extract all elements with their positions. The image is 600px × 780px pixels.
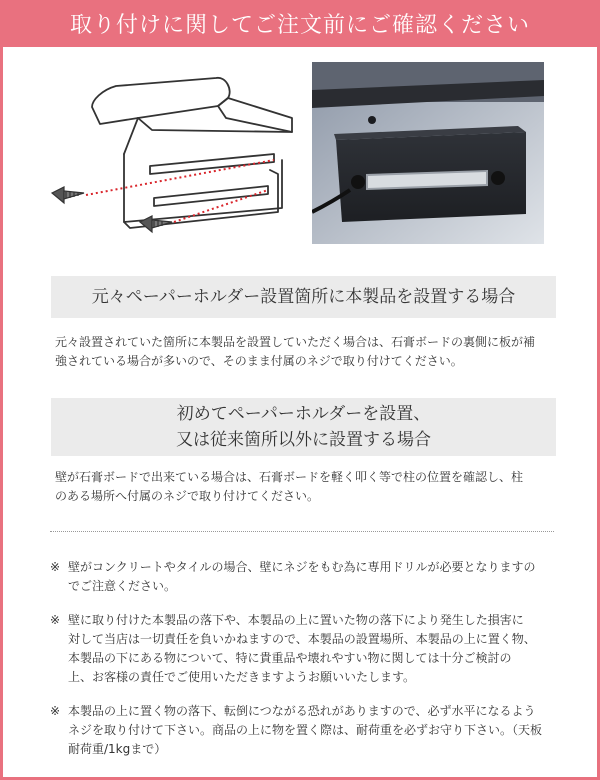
note-1-line-1: 壁がコンクリートやタイルの場合、壁にネジをもむ為に専用ドリルが必要となりますの [68, 560, 536, 574]
back-rail [150, 154, 274, 174]
note-2-line-1: 壁に取り付けた本製品の落下や、本製品の上に置いた物の落下により発生した損害に [68, 613, 524, 627]
screw-guide-line-1 [86, 160, 274, 195]
section-2-heading [51, 398, 556, 456]
note-1-line-2: でご注意ください。 [68, 579, 177, 593]
section-1-heading [51, 276, 556, 318]
header-title: 取り付けに関してご注文前にご確認ください [69, 13, 530, 38]
dotted-divider [50, 531, 554, 532]
screw-left [52, 187, 84, 203]
note-2-line-3: 本製品の下にある物について、特に貴重品や壊れやすい物に関しては十分ご検討の [68, 651, 512, 665]
section-2-heading-line-2: 又は従来箇所以外に設置する場合 [176, 430, 431, 450]
shelf-top [92, 78, 230, 124]
section-1-body-line-2: 強されている場合が多いので、そのまま付属のネジで取り付けてください。 [55, 354, 463, 368]
note-1-mark: ※ [50, 560, 61, 574]
section-1-body-line-1: 元々設置されていた箇所に本製品を設置していただく場合は、石膏ボードの裏側に板が補 [55, 335, 536, 349]
note-3-line-1: 本製品の上に置く物の落下、転倒につながる恐れがありますので、必ず水平になるよう [68, 704, 536, 718]
note-2 [50, 611, 556, 687]
shelf-lip [218, 98, 292, 132]
note-3-line-3: 耐荷重/1kgまで） [68, 742, 167, 756]
installed-photo [312, 62, 544, 244]
section-2-body-line-1: 壁が石膏ボードで出来ている場合は、石膏ボードを軽く叩く等で柱の位置を確認し、柱 [55, 470, 524, 484]
mounting-illustration [42, 62, 302, 237]
shelf-front [138, 118, 292, 132]
note-2-mark: ※ [50, 613, 61, 627]
section-1-heading-line-1: 元々ペーパーホルダー設置箇所に本製品を設置する場合 [91, 287, 516, 307]
note-2-line-2: 対して当店は一切責任を負いかねますので、本製品の設置場所、本製品の上に置く物、 [68, 632, 536, 646]
section-2-heading-line-1: 初めてペーパーホルダーを設置、 [176, 404, 431, 424]
section-1-body [55, 333, 555, 371]
section-2-body-line-2: のある場所へ付属のネジで取り付けてください。 [55, 489, 320, 503]
note-3-line-2: ネジを取り付けて下さい。商品の上に物を置く際は、耐荷重を必ずお守り下さい。（天板 [68, 723, 543, 737]
wall-plate-top [124, 118, 138, 154]
note-3-mark: ※ [50, 704, 61, 718]
note-2-line-4: 上、お客様の責任でご使用いただきますようお願いいたします。 [68, 670, 416, 684]
note-3 [50, 702, 556, 759]
section-2-body [55, 468, 555, 506]
note-1 [50, 558, 556, 596]
